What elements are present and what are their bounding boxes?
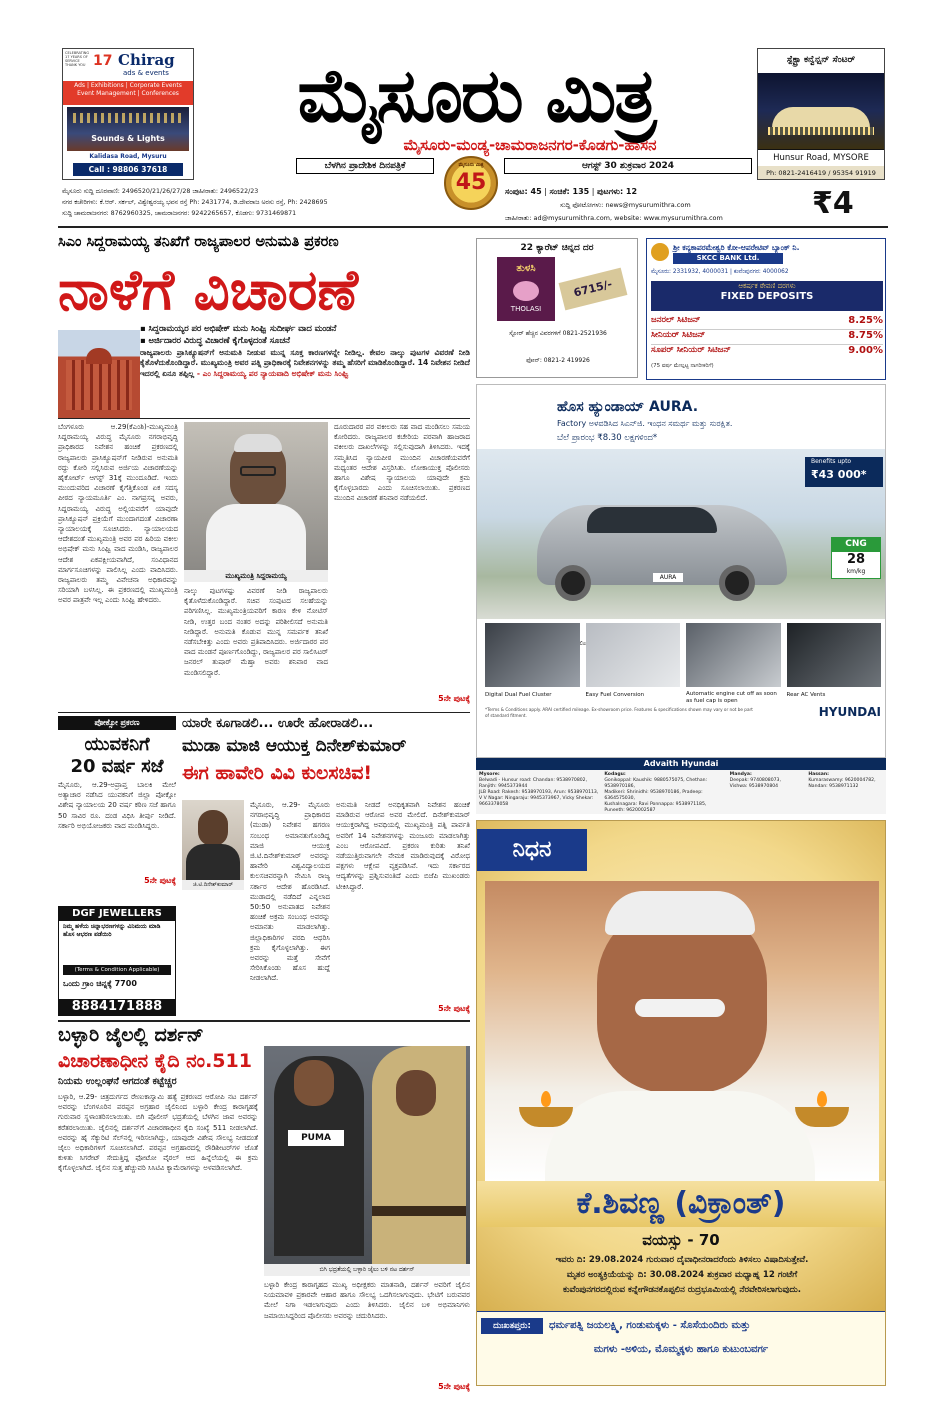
darshan-photo: PUMA [264, 1046, 470, 1264]
dgf-title: DGF JEWELLERS [59, 907, 175, 921]
cm-photo-caption: ಮುಖ್ಯಮಂತ್ರಿ ಸಿದ್ದರಾಮಯ್ಯ [184, 570, 328, 582]
bank-logo [651, 243, 669, 261]
chirag-years: 17 [93, 53, 113, 69]
dgf-phone[interactable]: 8884171888 [59, 999, 175, 1015]
chirag-badge: CELEBRATING 17 YEARS OF SERVICE THANK YOU [65, 51, 90, 67]
aura-car-photo: AURA [477, 449, 885, 619]
chirag-services: Ads | Exhibitions | Corporate Events Event Management | Conferences [63, 81, 193, 105]
darshan-kicker: ನಿಯಮ ಉಲ್ಲಂಘನೆ ಆಗದಂತೆ ಕಟ್ಟೆಚ್ಚರ [58, 1076, 177, 1087]
chirag-ad[interactable] [62, 48, 194, 180]
masthead-title: ಮೈಸೂರು ಮಿತ್ರ [297, 53, 655, 139]
branch-mysore: Mysore: Belwadi - Hunsur road: Chandan: 9538970802, Ranjith: 9945373944 JLB Road: Rakesh: 9538970193, Arun: 9538970113, V V Nagar: Ningaraju: 9945373967, Vicky Shekar: 9663378058 [479, 772, 599, 807]
muda-subhead: ಈಗ ಹಾವೇರಿ ವಿವಿ ಕುಲಸಚಿವ! [182, 762, 373, 784]
muda-col1-lower [182, 894, 244, 1014]
feature-photo-2: Easy Fuel Conversion [586, 623, 681, 687]
branch-mandya: Mandya: Deepak: 9740808073, Vishwa: 9538970804 [729, 772, 781, 789]
lead-continued[interactable]: 5ನೇ ಪುಟಕ್ಕೆ [438, 694, 470, 703]
gold-rate-title: 22 ಕ್ಯಾರೆಟ್ ಚಿನ್ನದ ದರ [520, 243, 594, 253]
bank-phones: ಮೈಸೂರು: 2331932, 4000031 | ಕುವೆಂಪುನಗರ: 4000062 [651, 269, 789, 275]
convention-photo [758, 73, 884, 149]
lead-col2: ನಾಲ್ಕು ಪುಟಗಳಷ್ಟು ವಿವರಣೆ ನೀಡಿ ರಾಜ್ಯಪಾಲರು ಕೈತೊಳೆದುಕೊಂಡಿದ್ದಾರೆ. ಸಚಿವ ಸಂಪುಟದ ಸಲಹೆಯನ್ನು ಪರಿಗಣಿಸಿಲ್ಲ. ಮುಖ್ಯಮಂತ್ರಿಯವರಿಗೆ ಕಾರಣ ಕೇಳಿ ನೋಟಿಸ್ ನೀಡಿ, ಉತ್ತರ ಬಂದ ನಂತರ ಅದನ್ನು ಪರಿಶೀಲಿಸದೆ ಅನುಮತಿ ನೀಡಿದ್ದಾರೆ. ಅನುಮತಿ ಕೊಡುವ ಮುನ್ನ ಸಮರ್ಪಕ ತನಿಖೆ ನಡೆಸಬೇಕಿತ್ತು ಎಂದು ಅವರು ಪ್ರತಿಪಾದಿಸಿದರು. ಅರ್ಜಿದಾರರ ಪರ ವಾದ ಮಂಡನೆ ಪೂರ್ಣಗೊಂಡಿದ್ದು, ರಾಜ್ಯಪಾಲರ ಪರ ಸಾಲಿಸಿಟರ್ ಜನರಲ್ ತುಷಾರ್ ಮೆಹ್ತಾ ಅವರು ಶನಿವಾರ ವಾದ ಮಂಡಿಸಲಿದ್ದಾರೆ. [184, 587, 328, 677]
skcc-bank-ad[interactable] [646, 238, 886, 380]
cng-badge: CNG 28 km/kg [831, 537, 881, 581]
chirag-call[interactable]: Call : 98806 37618 [73, 163, 183, 176]
lead-col3: ದೂರುದಾರರ ಪರ ವಕೀಲರು ಸಹ ವಾದ ಮಂಡಿಸಲು ಸಮಯ ಕೋರಿದರು. ರಾಜ್ಯಪಾಲರ ಕಚೇರಿಯ ಪರವಾಗಿ ಹಾಜರಾದ ವಕೀಲರು ದಾಖಲೆಗಳನ್ನು ಸಲ್ಲಿಸುವುದಾಗಿ ತಿಳಿಸಿದರು. ಇದಕ್ಕೆ ಸಮ್ಮತಿಸಿದ ನ್ಯಾಯಪೀಠ ಮುಂದಿನ ವಿಚಾರಣೆಯವರೆಗೆ ಮಧ್ಯಂತರ ಆದೇಶ ವಿಸ್ತರಿಸಿತು. ಲೋಕಾಯುಕ್ತ ಪೊಲೀಸರು ಹಾಗೂ ವಿಶೇಷ ನ್ಯಾಯಾಲಯ ಯಾವುದೇ ಕ್ರಮ ಕೈಗೊಳ್ಳಬಾರದು ಎಂದು ಸೂಚಿಸಲಾಯಿತು. ಪ್ರಕರಣದ ಮುಂದಿನ ವಿಚಾರಣೆ ಶನಿವಾರ ನಡೆಯಲಿದೆ. [334, 423, 470, 503]
masthead-districts: ಮೈಸೂರು-ಮಂಡ್ಯ-ಚಾಮರಾಜನಗರ-ಕೊಡಗು-ಹಾಸನ [403, 136, 657, 154]
high-court-photo [58, 330, 140, 418]
chirag-sub: ads & events [123, 69, 169, 77]
lead-bullets: ▪ ಸಿದ್ದರಾಮಯ್ಯರ ಪರ ಅಭಿಷೇಕ್ ಮನು ಸಿಂಘ್ವಿ ಸುದೀರ್ಘ ವಾದ ಮಂಡನೆ ▪ ಅರ್ಜಿದಾರರ ವಿರುದ್ಧ ವಿಚಾರಣೆ ಕೈಗೊಳ್ಳದಂತೆ ಸೂಚನೆ [140, 323, 337, 345]
dinesh-kumar-photo [182, 800, 244, 880]
cm-photo [184, 422, 328, 570]
hyundai-line1: Factory ಅಳವಡಿಸಿದ ಸಿಎನ್‌ಜಿ. ಇಂಧನ ಸಮರ್ಥ ಮತ್ತು ಸುರಕ್ಷಿತ. [557, 419, 733, 428]
convention-ad[interactable] [757, 48, 885, 180]
obit-text: ಇವರು ದಿ: 29.08.2024 ಗುರುವಾರ ದೈವಾಧೀನರಾದರೆಂದು ತಿಳಿಸಲು ವಿಷಾದಿಸುತ್ತೇವೆ. ಮೃತರ ಅಂತ್ಯಕ್ರಿಯೆಯನ್ನು ದಿ: 30.08.2024 ಶುಕ್ರವಾರ ಮಧ್ಯಾಹ್ನ 12 ಗಂಟೆಗೆ ಕುವೆಂಪುನಗರದಲ್ಲಿರುವ ಕನ್ನೇಗೌಡನಕೊಪ್ಪಲಿನ ರುದ್ರಭೂಮಿಯಲ್ಲಿ ನೆರವೇರಿಸಲಾಗುವುದು. [555, 1255, 809, 1295]
darshan-col2: ಬಳ್ಳಾರಿ ಕೇಂದ್ರ ಕಾರಾಗೃಹದ ಮುಖ್ಯ ಅಧೀಕ್ಷಕರು ಮಾತನಾಡಿ, ದರ್ಶನ್ ಅವರಿಗೆ ಜೈಲಿನ ನಿಯಮಾವಳಿ ಪ್ರಕಾರವೇ ಆಹಾರ ಹಾಗೂ ಸೌಲಭ್ಯ ಒದಗಿಸಲಾಗುವುದು. ಭೇಟಿಗೆ ಬರುವವರ ಮೇಲೆ ನಿಗಾ ಇಡಲಾಗುವುದು ಎಂದು ತಿಳಿಸಿದರು. ಜೈಲಿನ ಬಳಿ ಅಭಿಮಾನಿಗಳು ಜಮಾಯಿಸಿದ್ದರಿಂದ ಪೊಲೀಸರು ಅವರನ್ನು ಚದುರಿಸಿದರು. [264, 1281, 470, 1320]
bank-name: ಶ್ರೀ ಕನ್ಯಕಾಪರಮೇಶ್ವರಿ ಕೋ-ಆಪರೇಟಿವ್ ಬ್ಯಾಂಕ್ ನಿ. [673, 243, 800, 252]
hyundai-line2: ಬೆಲೆ ಪ್ರಾರಂಭ ₹8.30 ಲಕ್ಷಗಳಿಂದ* [557, 433, 658, 443]
muda-col2: ಅನುಮತಿ ನೀಡದೆ ಅನಧಿಕೃತವಾಗಿ ನಿವೇಶನ ಹಂಚಿಕೆ ಮಾಡಿರುವ ಆರೋಪ ಅವರ ಮೇಲಿದೆ. ದಿನೇಶ್‌ಕುಮಾರ್ ಆಯುಕ್ತರಾಗಿದ್ದ ಅವಧಿಯಲ್ಲಿ ಮುಖ್ಯಮಂತ್ರಿ ಪತ್ನಿ ಪಾರ್ವತಿ ಅವರಿಗೆ 14 ನಿವೇಶನಗಳನ್ನು ಮಂಜೂರು ಮಾಡಲಾಗಿತ್ತು ಎಂಬ ಆರೋಪವಿದೆ. ಪ್ರಕರಣ ಕುರಿತು ತನಿಖೆ ನಡೆಯುತ್ತಿರುವಾಗಲೇ ನೇಮಕ ಮಾಡಿರುವುದಕ್ಕೆ ವಿರೋಧ ಪಕ್ಷಗಳು ಆಕ್ಷೇಪ ವ್ಯಕ್ತಪಡಿಸಿವೆ. ಇದು ಸರ್ಕಾರದ ಆದ್ಯತೆಗಳನ್ನು ಪ್ರಶ್ನಿಸುವಂತಿದೆ ಎಂದು ಬಿಜೆಪಿ ಮುಖಂಡರು ಟೀಕಿಸಿದ್ದಾರೆ. [336, 801, 470, 891]
bank-name-en: SKCC BANK Ltd. [673, 253, 783, 264]
muda-kicker: ಯಾರೇ ಕೂಗಾಡಲಿ... ಊರೇ ಹೋರಾಡಲಿ... [182, 716, 374, 731]
tholasi-phone: ಫೋನ್: 0821-2 419926 [526, 357, 590, 364]
feature-photo-4: Rear AC Vents [787, 623, 882, 687]
dealer-bar: Advaith Hyundai [476, 758, 886, 770]
ad-email: ಜಾಹೀರಾತು: ad@mysurumithra.com, website: www.mysurumithra.com [505, 214, 723, 222]
dgf-offer: ಒಂದು ಗ್ರಾಂ ಚಿನ್ನಕ್ಕೆ 7700 [63, 979, 137, 988]
feature-photo-1: Digital Dual Fuel Cluster [485, 623, 580, 687]
obituary-banner: ನಿಧನ [477, 829, 587, 871]
feature-photo-3: Automatic engine cut off as soon as fuel cap is open [686, 623, 781, 687]
darshan-subhead: ವಿಚಾರಣಾಧೀನ ಕೈದಿ ನಂ.511 [58, 1050, 252, 1072]
pocso-body: ಮೈಸೂರು, ಆ.29-ಅಪ್ರಾಪ್ತ ಬಾಲಕಿ ಮೇಲೆ ಅತ್ಯಾಚಾರ ನಡೆಸಿದ ಯುವಕನಿಗೆ ಜಿಲ್ಲಾ ಪೋಕ್ಸೋ ವಿಶೇಷ ನ್ಯಾಯಾಲಯ 20 ವರ್ಷ ಕಠಿಣ ಸಜೆ ಹಾಗೂ 50 ಸಾವಿರ ರೂ. ದಂಡ ವಿಧಿಸಿ ತೀರ್ಪು ನೀಡಿದೆ. ಸರ್ಕಾರಿ ಅಭಿಯೋಜಕರು ವಾದ ಮಂಡಿಸಿದ್ದರು. [58, 781, 176, 830]
tagline: ಬೆಳಗಿನ ಪ್ರಾದೇಶಿಕ ದಿನಪತ್ರಿಕೆ [324, 161, 406, 171]
branch-hassan: Hassan: Kumaraswamy: 9620004782, Nandan: 9538971132 [808, 772, 876, 789]
anniversary-emblem: ಮೈಸೂರು ಮಿತ್ರ 45 [444, 156, 498, 212]
convention-place: Hunsur Road, MYSORE [758, 150, 884, 166]
muda-continued[interactable]: 5ನೇ ಪುಟಕ್ಕೆ [438, 1004, 470, 1013]
hyundai-title: ಹೊಸ ಹ್ಯುಂಡಾಯ್ AURA. [557, 399, 699, 415]
dinesh-kumar-caption: ಜಿ.ಟಿ.ದಿನೇಶ್‌ಕುಮಾರ್ [182, 880, 244, 890]
convention-name: ಸ್ಪೆಕ್ಟ್ರಾ ಕನ್ವೆನ್ಷನ್ ಸೆಂಟರ್ [758, 49, 884, 73]
diya-left-icon [519, 1091, 573, 1129]
darshan-col1: ಬಳ್ಳಾರಿ, ಆ.29- ಚಿತ್ರದುರ್ಗದ ರೇಣುಕಾಸ್ವಾಮಿ ಹತ್ಯೆ ಪ್ರಕರಣದ ಆರೋಪಿ ನಟ ದರ್ಶನ್ ಅವರನ್ನು ಬೆಂಗಳೂರಿನ ಪರಪ್ಪನ ಅಗ್ರಹಾರ ಜೈಲಿನಿಂದ ಬಳ್ಳಾರಿ ಕೇಂದ್ರ ಕಾರಾಗೃಹಕ್ಕೆ ಗುರುವಾರ ಸ್ಥಳಾಂತರಿಸಲಾಯಿತು. ಬಿಗಿ ಪೊಲೀಸ್ ಭದ್ರತೆಯಲ್ಲಿ ಬೆಳಗಿನ ಜಾವ ಅವರನ್ನು ಕರೆತರಲಾಯಿತು. ಜೈಲಿನಲ್ಲಿ ದರ್ಶನ್‌ಗೆ ವಿಚಾರಣಾಧೀನ ಕೈದಿ ಸಂಖ್ಯೆ 511 ನೀಡಲಾಗಿದೆ. ಅವರನ್ನು ಹೈ ಸೆಕ್ಯುರಿಟಿ ಸೆಲ್‌ನಲ್ಲಿ ಇರಿಸಲಾಗಿದ್ದು, ಯಾವುದೇ ವಿಶೇಷ ಸೌಲಭ್ಯ ನೀಡದಂತೆ ಜೈಲು ಅಧಿಕಾರಿಗಳಿಗೆ ಸೂಚಿಸಲಾಗಿದೆ. ಪರಪ್ಪನ ಅಗ್ರಹಾರದಲ್ಲಿ ರೌಡಿಶೀಟರ್‌ಗಳ ಜೊತೆ ಕುಳಿತು ಸಿಗರೇಟ್ ಸೇದುತ್ತಿದ್ದ ಫೋಟೋ ವೈರಲ್ ಆದ ಹಿನ್ನೆಲೆಯಲ್ಲಿ ಈ ಕ್ರಮ ಕೈಗೊಳ್ಳಲಾಗಿದೆ. ಜೈಲಿನ ಸುತ್ತ ಹೆಚ್ಚುವರಿ ಸಿಸಿಟಿವಿ ಕ್ಯಾಮೆರಾಗಳನ್ನು ಅಳವಡಿಸಲಾಗಿದೆ. [58, 1093, 258, 1173]
hyundai-features [485, 623, 881, 704]
pocso-headline-1: ಯುವಕನಿಗೆ [84, 734, 150, 755]
muda-headline: ಮುಡಾ ಮಾಜಿ ಆಯುಕ್ತ ದಿನೇಶ್‌ಕುಮಾರ್ [182, 736, 407, 756]
fd-note: (75 ವರ್ಷ ಮೇಲ್ಪಟ್ಟ ನಾಗರೀಕರಿಗೆ) [651, 363, 714, 369]
lead-col1: ಬೆಂಗಳೂರು ಆ.29(ಕೆಎಂಶಿ)-ಮುಖ್ಯಮಂತ್ರಿ ಸಿದ್ದರಾಮಯ್ಯ ವಿರುದ್ಧ ಮೈಸೂರು ನಗರಾಭಿವೃದ್ಧಿ ಪ್ರಾಧಿಕಾರದ ನಿವೇಶನ ಹಂಚಿಕೆ ಪ್ರಕರಣದಲ್ಲಿ ರಾಜ್ಯಪಾಲರು ಪ್ರಾಸಿಕ್ಯೂಷನ್‌ಗೆ ನೀಡಿರುವ ಅನುಮತಿ ರದ್ದು ಕೋರಿ ಸಲ್ಲಿಸಿರುವ ಅರ್ಜಿಯ ವಿಚಾರಣೆಯನ್ನು ಹೈಕೋರ್ಟ್ ಆಗಸ್ಟ್ 31ಕ್ಕೆ ಮುಂದೂಡಿದೆ. ಇಂದು ಮುಂದುವರಿದ ವಿಚಾರಣೆ ಕೈಗೆತ್ತಿಕೊಂಡ ಏಕ ಸದಸ್ಯ ಪೀಠದ ನ್ಯಾಯಮೂರ್ತಿ ಎಂ. ನಾಗಪ್ರಸನ್ನ ಅವರು, ಸಿದ್ದರಾಮಯ್ಯ ವಿರುದ್ಧ ಅಲ್ಲಿಯವರೆಗೆ ಯಾವುದೇ ಪ್ರಾಸಿಕ್ಯೂಷನ್ ಪ್ರಕ್ರಿಯೆಗೆ ಮುಂದಾಗದಂತೆ ವಿಚಾರಣಾ ನ್ಯಾಯಾಲಯಕ್ಕೆ ಸೂಚಿಸಿದರು. ನ್ಯಾಯಾಲಯದ ಆದೇಶದಂತೆ ಮುಖ್ಯಮಂತ್ರಿ ಅವರ ಪರ ಹಿರಿಯ ವಕೀಲ ಅಭಿಷೇಕ್ ಮನು ಸಿಂಘ್ವಿ ವಾದ ಮಂಡಿಸಿ, ರಾಜ್ಯಪಾಲರ ಆದೇಶ ಏಕಪಕ್ಷೀಯವಾಗಿದೆ, ಸಂವಿಧಾನದ ಮಾರ್ಗಸೂಚಿಗಳನ್ನು ಪಾಲಿಸಿಲ್ಲ ಎಂದು ವಾದಿಸಿದರು. ರಾಜ್ಯಪಾಲರು ತಮ್ಮ ವಿವೇಚನಾ ಅಧಿಕಾರವನ್ನು ಸರಿಯಾಗಿ ಬಳಸಿಲ್ಲ. ಈ ಪ್ರಕರಣದಲ್ಲಿ ಮುಖ್ಯಮಂತ್ರಿ ಅವರ ಪಾತ್ರವೇ ಇಲ್ಲ ಎಂದು ಸಿಂಘ್ವಿ ಹೇಳಿದರು. [58, 423, 178, 605]
fd-rates [651, 315, 883, 360]
fd-rate-senior: ಸೀನಿಯರ್ ಸಿಟಿಜನ್ 8.75% [651, 330, 883, 345]
tholasi-ad[interactable] [476, 238, 638, 378]
mourners: ದುಃಖತಪ್ತರು: ಧರ್ಮಪತ್ನಿ ಜಯಲಕ್ಷ್ಮಿ, ಗಂಡುಮಕ್ಕಳು - ಸೊಸೆಯಂದಿರು ಮತ್ತು ಮಗಳು -ಅಳಿಯ, ಮೊಮ್ಮಕ್ಕಳು ಹಾಗೂ ಕುಟುಂಬವರ್ಗ [477, 1311, 885, 1385]
lead-intro: ರಾಜ್ಯಪಾಲರು ಪ್ರಾಸಿಕ್ಯೂಷನ್‌ಗೆ ಅನುಮತಿ ನೀಡುವ ಮುನ್ನ ಸೂಕ್ತ ಕಾರಣಗಳನ್ನೇ ನೀಡಿಲ್ಲ. ಕೇವಲ ನಾಲ್ಕು ಪುಟಗಳ ವಿವರಣೆ ನೀಡಿ ಕೈತೊಳೆದುಕೊಂಡಿದ್ದಾರೆ. ಮುಖ್ಯಮಂತ್ರಿ ಅವರ ಪತ್ನಿ ಪ್ರಾಧಿಕಾರಕ್ಕೆ ನಿವೇಶನಗಳನ್ನು ತಮ್ಮ ಹೆಸರಿಗೆ ಮಾಡಿಕೊಂಡಿದ್ದಾರೆ. 14 ನಿವೇಶನ ನೀಡಿದೆ ಇದರಲ್ಲಿ ಏನೂ ತಪ್ಪಿಲ್ಲ - ಎಂ ಸಿದ್ದರಾಮಯ್ಯ ಪರ ನ್ಯಾಯವಾದಿ ಅಭಿಷೇಕ್ ಮನು ಸಿಂಘ್ವಿ [140, 348, 470, 378]
stage-photo: Sounds & Lights [67, 107, 189, 151]
benefits-badge: Benefits upto ₹43 000* [805, 457, 883, 487]
dealer-branches [476, 770, 886, 814]
news-email: ಸುದ್ದಿ ಫೋಟೋಗಳು: news@mysurumithra.com [560, 201, 691, 209]
fd-rate-general: ಜನರಲ್ ಸಿಟಿಜನ್ 8.25% [651, 315, 883, 330]
masthead-rule [58, 226, 888, 228]
dgf-body: ನಿಮ್ಮ ಹಳೆಯ ಚಿನ್ನಾಭರಣಗಳನ್ನು ವಿನಿಮಯ ಮಾಡಿ ಹೊಸ ಆಭರಣ ಪಡೆಯಿರಿ [63, 923, 161, 938]
pocso-continued[interactable]: 5ನೇ ಪುಟಕ್ಕೆ [144, 876, 176, 885]
branch-kodagu: Kodagu: Gonikoppal: Kaushik: 9880575075, Chethan: 9538970186, Madikeri: Shrinidhi: 9538970186, Pradeep: 6364575030, Kushalnagara: Ravi Ponnappa: 9538971185, Puneeth: 9620002587 [604, 772, 708, 813]
deceased-name: ಕೆ.ಶಿವಣ್ಣ (ವಿಕ್ರಾಂತ್) [477, 1181, 885, 1227]
dgf-jewellers-ad[interactable] [58, 906, 176, 1016]
hyundai-ad[interactable] [476, 384, 886, 758]
gold-price: 6715/- [559, 268, 628, 311]
diya-right-icon [795, 1091, 849, 1129]
dgf-terms: (Terms & Condition Applicable) [63, 965, 171, 975]
muda-col1: ಮೈಸೂರು, ಆ.29- ಮೈಸೂರು ನಗರಾಭಿವೃದ್ಧಿ ಪ್ರಾಧಿಕಾರದ (ಮುಡಾ) ನಿವೇಶನ ಹಗರಣ ಸಂಬಂಧ ಅಮಾನತುಗೊಂಡಿದ್ದ ಮಾಜಿ ಆಯುಕ್ತ ಜಿ.ಟಿ.ದಿನೇಶ್‌ಕುಮಾರ್ ಅವರನ್ನು ಹಾವೇರಿ ವಿಶ್ವವಿದ್ಯಾಲಯದ ಕುಲಸಚಿವರನ್ನಾಗಿ ನೇಮಿಸಿ ರಾಜ್ಯ ಸರ್ಕಾರ ಆದೇಶ ಹೊರಡಿಸಿದೆ. ಮುಡಾದಲ್ಲಿ ನಡೆದಿದೆ ಎನ್ನಲಾದ 50:50 ಅನುಪಾತದ ನಿವೇಶನ ಹಂಚಿಕೆ ಅಕ್ರಮ ಸಂಬಂಧ ಅವರನ್ನು ಅಮಾನತು ಮಾಡಲಾಗಿತ್ತು. ಜಿಲ್ಲಾಧಿಕಾರಿಗಳ ವರದಿ ಆಧರಿಸಿ ಕ್ರಮ ಕೈಗೊಳ್ಳಲಾಗಿತ್ತು. ಈಗ ಅವರನ್ನು ಮತ್ತೆ ಸೇವೆಗೆ ಸೇರಿಸಿಕೊಂಡು ಹೊಸ ಹುದ್ದೆ ನೀಡಲಾಗಿದೆ. [250, 801, 330, 983]
darshan-photo-caption: ಬಿಗಿ ಭದ್ರತೆಯಲ್ಲಿ ಬಳ್ಳಾರಿ ಜೈಲು ಬಳಿ ನಟ ದರ್ಶನ್ [264, 1264, 470, 1276]
issue-date: ಆಗಸ್ಟ್ 30 ಶುಕ್ರವಾರ 2024 [581, 161, 675, 171]
contact-lines: ಮೈಸೂರು ಸುದ್ದಿ ದೂರವಾಣಿ: 2496520/21/26/27/28 ಜಾಹೀರಾತು: 2496522/23 ನಗರ ಕಚೇರಿಗಳು: ಕೆ.ಆರ್. ಸರ್ಕಲ್, ವಿಶ್ವೇಶ್ವರಯ್ಯ ಭವನ ರಸ್ತೆ Ph: 2431774, ಡಿ.ದೇವರಾಜ ಅರಸು ರಸ್ತೆ, Ph: 2428695 ಸುದ್ದಿ ಚಾಮರಾಜನಗರ: 8762960325, ಚಾಮರಾಜನಗರ: 9242265657, ಕೊಡಗು: 9731469871 [62, 188, 328, 217]
darshan-continued[interactable]: 5ನೇ ಪುಟಕ್ಕೆ [438, 1382, 470, 1391]
convention-phone: Ph: 0821-2416419 / 95354 91919 [758, 166, 884, 180]
fd-banner: ಆಕರ್ಷಕ ಠೇವಣಿ ದರಗಳು FIXED DEPOSITS [651, 281, 883, 311]
issue-date-box [504, 158, 752, 174]
deceased-photo [485, 881, 879, 1181]
issue-meta: ಸಂಪುಟ: 45 | ಸಂಚಿಕೆ: 135 | ಪುಟಗಳು: 12 [505, 187, 638, 196]
fd-rate-super-senior: ಸೂಪರ್ ಸೀನಿಯರ್ ಸಿಟಿಜನ್ 9.00% [651, 345, 883, 356]
price: ₹4 [812, 186, 854, 221]
chirag-address: Kalidasa Road, Mysuru [89, 153, 167, 160]
tagline-box [296, 158, 434, 174]
lead-headline: ನಾಳೆಗೆ ವಿಚಾರಣೆ [58, 258, 359, 323]
darshan-headline: ಬಳ್ಳಾರಿ ಜೈಲಲ್ಲಿ ದರ್ಶನ್ [58, 1024, 204, 1046]
tholasi-contact: ಸ್ಟೋರ್ ಹೆಚ್ಚಿನ ವಿವರಗಳಿಗೆ 0821-2521936 [509, 330, 607, 337]
pocso-kicker: ಪೋಕ್ಸೋ ಪ್ರಕರಣ [58, 716, 176, 730]
obituary-ad [476, 820, 886, 1386]
chirag-brand: Chirag [118, 51, 175, 69]
deceased-age: ವಯಸ್ಸು - 70 [642, 1231, 720, 1249]
hyundai-logo: HYUNDAI [818, 705, 881, 719]
lead-kicker: ಸಿಎಂ ಸಿದ್ದರಾಮಯ್ಯ ತನಿಖೆಗೆ ರಾಜ್ಯಪಾಲರ ಅನುಮತಿ ಪ್ರಕರಣ [58, 234, 339, 250]
pocso-headline-2: 20 ವರ್ಷ ಸಜೆ [70, 756, 164, 777]
tholasi-logo: ತುಳಸಿ THOLASI [497, 257, 555, 321]
hyundai-fine-print: *Terms & Conditions apply. ARAI certified mileage. Ex-showroom price. Features & specifications shown may vary or not be part of standard fitment. [485, 707, 753, 718]
